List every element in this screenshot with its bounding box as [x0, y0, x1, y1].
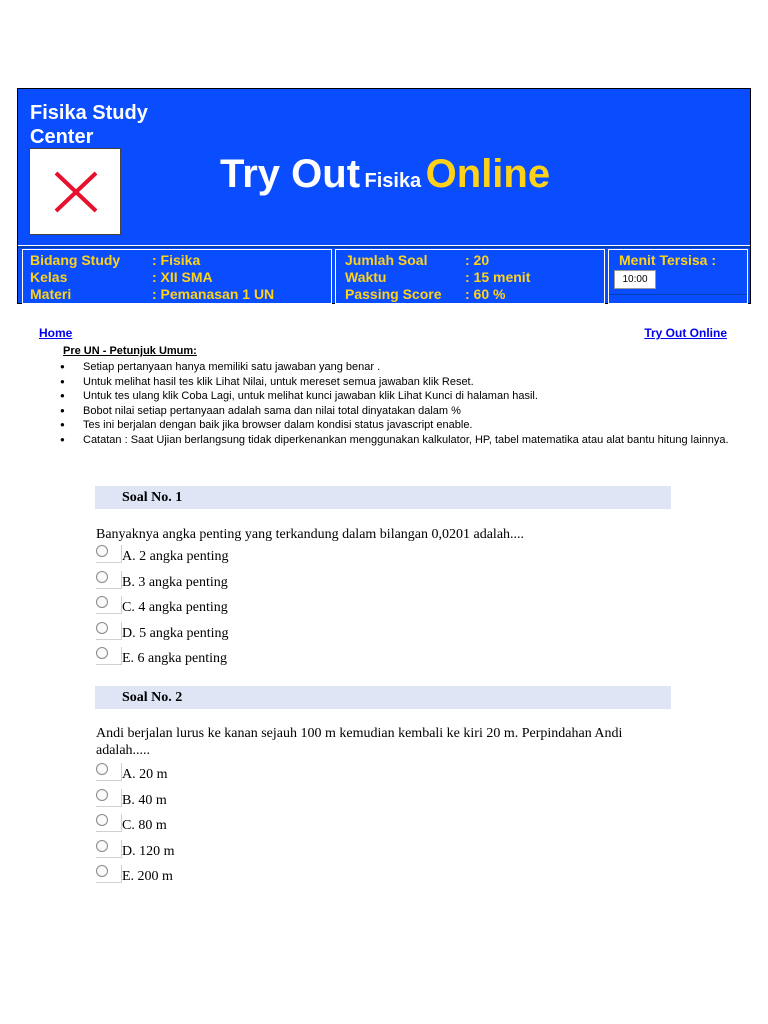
radio-button[interactable] [96, 865, 108, 877]
option-underline [96, 780, 122, 781]
option-label: E. 200 m [122, 869, 173, 884]
instruction-item: ● Catatan : Saat Ujian berlangsung tidak diperkenankan menggunakan kalkulator, HP, tabel matematika atau alat bantu hitung lainnya. [60, 433, 740, 448]
radio-button[interactable] [96, 789, 108, 801]
instructions-title: Pre UN - Petunjuk Umum: [63, 345, 197, 357]
option-label: D. 120 m [122, 843, 175, 859]
timer-field: 10:00 [614, 270, 656, 289]
passing-score-value: : 60 % [465, 286, 506, 302]
materi-label: Materi [30, 286, 72, 302]
radio-button[interactable] [96, 763, 108, 775]
option-label: A. 20 m [122, 767, 168, 782]
jumlah-soal-label: Jumlah Soal [345, 252, 428, 268]
option-underline [96, 857, 122, 858]
option-underline [96, 613, 122, 614]
instruction-item: ● Untuk tes ulang klik Coba Lagi, untuk melihat kunci jawaban klik Lihat Kunci di halaman hasil. [60, 389, 740, 404]
page-title [220, 144, 550, 213]
option-label: A. 2 angka penting [122, 549, 229, 564]
radio-button[interactable] [96, 622, 108, 634]
radio-button[interactable] [96, 840, 108, 852]
info-box-test [335, 249, 605, 304]
question-1-text: Banyaknya angka penting yang terkandung dalam bilangan 0,0201 adalah.... [96, 527, 525, 542]
option-label: B. 3 angka penting [122, 574, 228, 590]
menit-tersisa-label: Menit Tersisa : [619, 252, 716, 268]
question-2-header: Soal No. 2 [95, 686, 671, 709]
option-underline [96, 588, 122, 589]
option-label: D. 5 angka penting [122, 625, 229, 641]
passing-score-label: Passing Score [345, 286, 442, 302]
broken-image-icon [29, 148, 121, 235]
instruction-item: ● Untuk melihat hasil tes klik Lihat Nilai, untuk mereset semua jawaban klik Reset. [60, 375, 740, 390]
instruction-item: ● Bobot nilai setiap pertanyaan adalah sama dan nilai total dinyatakan dalam % [60, 404, 740, 419]
instruction-item: ● Setiap pertanyaan hanya memiliki satu jawaban yang benar . [60, 360, 740, 375]
kelas-value: : XII SMA [152, 269, 213, 285]
home-link[interactable]: Home [39, 326, 73, 340]
title-online: Online [425, 152, 551, 196]
option-label: C. 80 m [122, 818, 167, 833]
instructions-list [60, 360, 740, 448]
option-label: C. 4 angka penting [122, 600, 228, 615]
waktu-label: Waktu [345, 269, 387, 285]
bidang-label: Bidang Study [30, 252, 121, 268]
option-underline [96, 882, 122, 883]
option-underline [96, 664, 122, 665]
option-label: E. 6 angka penting [122, 651, 227, 666]
title-try-out: Try Out [220, 152, 361, 196]
info-box-timer [608, 249, 748, 304]
info-box-study [22, 249, 332, 304]
materi-value: : Pemanasan 1 UN [152, 286, 275, 302]
radio-button[interactable] [96, 545, 108, 557]
question-1-header: Soal No. 1 [95, 486, 671, 509]
header-divider [18, 245, 750, 248]
question-2-text: Andi berjalan lurus ke kanan sejauh 100 m kemudian kembali ke kiri 20 m. Perpindahan Andi adalah..... [96, 726, 623, 758]
timer-divider [609, 294, 747, 295]
radio-button[interactable] [96, 596, 108, 608]
brand-name: Fisika Study Center [30, 102, 148, 148]
radio-button[interactable] [96, 647, 108, 659]
option-underline [96, 831, 122, 832]
radio-button[interactable] [96, 814, 108, 826]
option-label: B. 40 m [122, 792, 167, 808]
header-banner [17, 88, 751, 304]
option-underline [96, 562, 122, 563]
jumlah-soal-value: : 20 [465, 252, 490, 268]
bidang-value: : Fisika [152, 252, 201, 268]
instruction-item: ● Tes ini berjalan dengan baik jika browser dalam kondisi status javascript enable. [60, 418, 740, 433]
option-underline [96, 806, 122, 807]
title-fisika: Fisika [364, 170, 422, 192]
try-out-online-link[interactable]: Try Out Online [644, 326, 727, 340]
option-underline [96, 639, 122, 640]
radio-button[interactable] [96, 571, 108, 583]
kelas-label: Kelas [30, 269, 68, 285]
waktu-value: : 15 menit [465, 269, 531, 285]
